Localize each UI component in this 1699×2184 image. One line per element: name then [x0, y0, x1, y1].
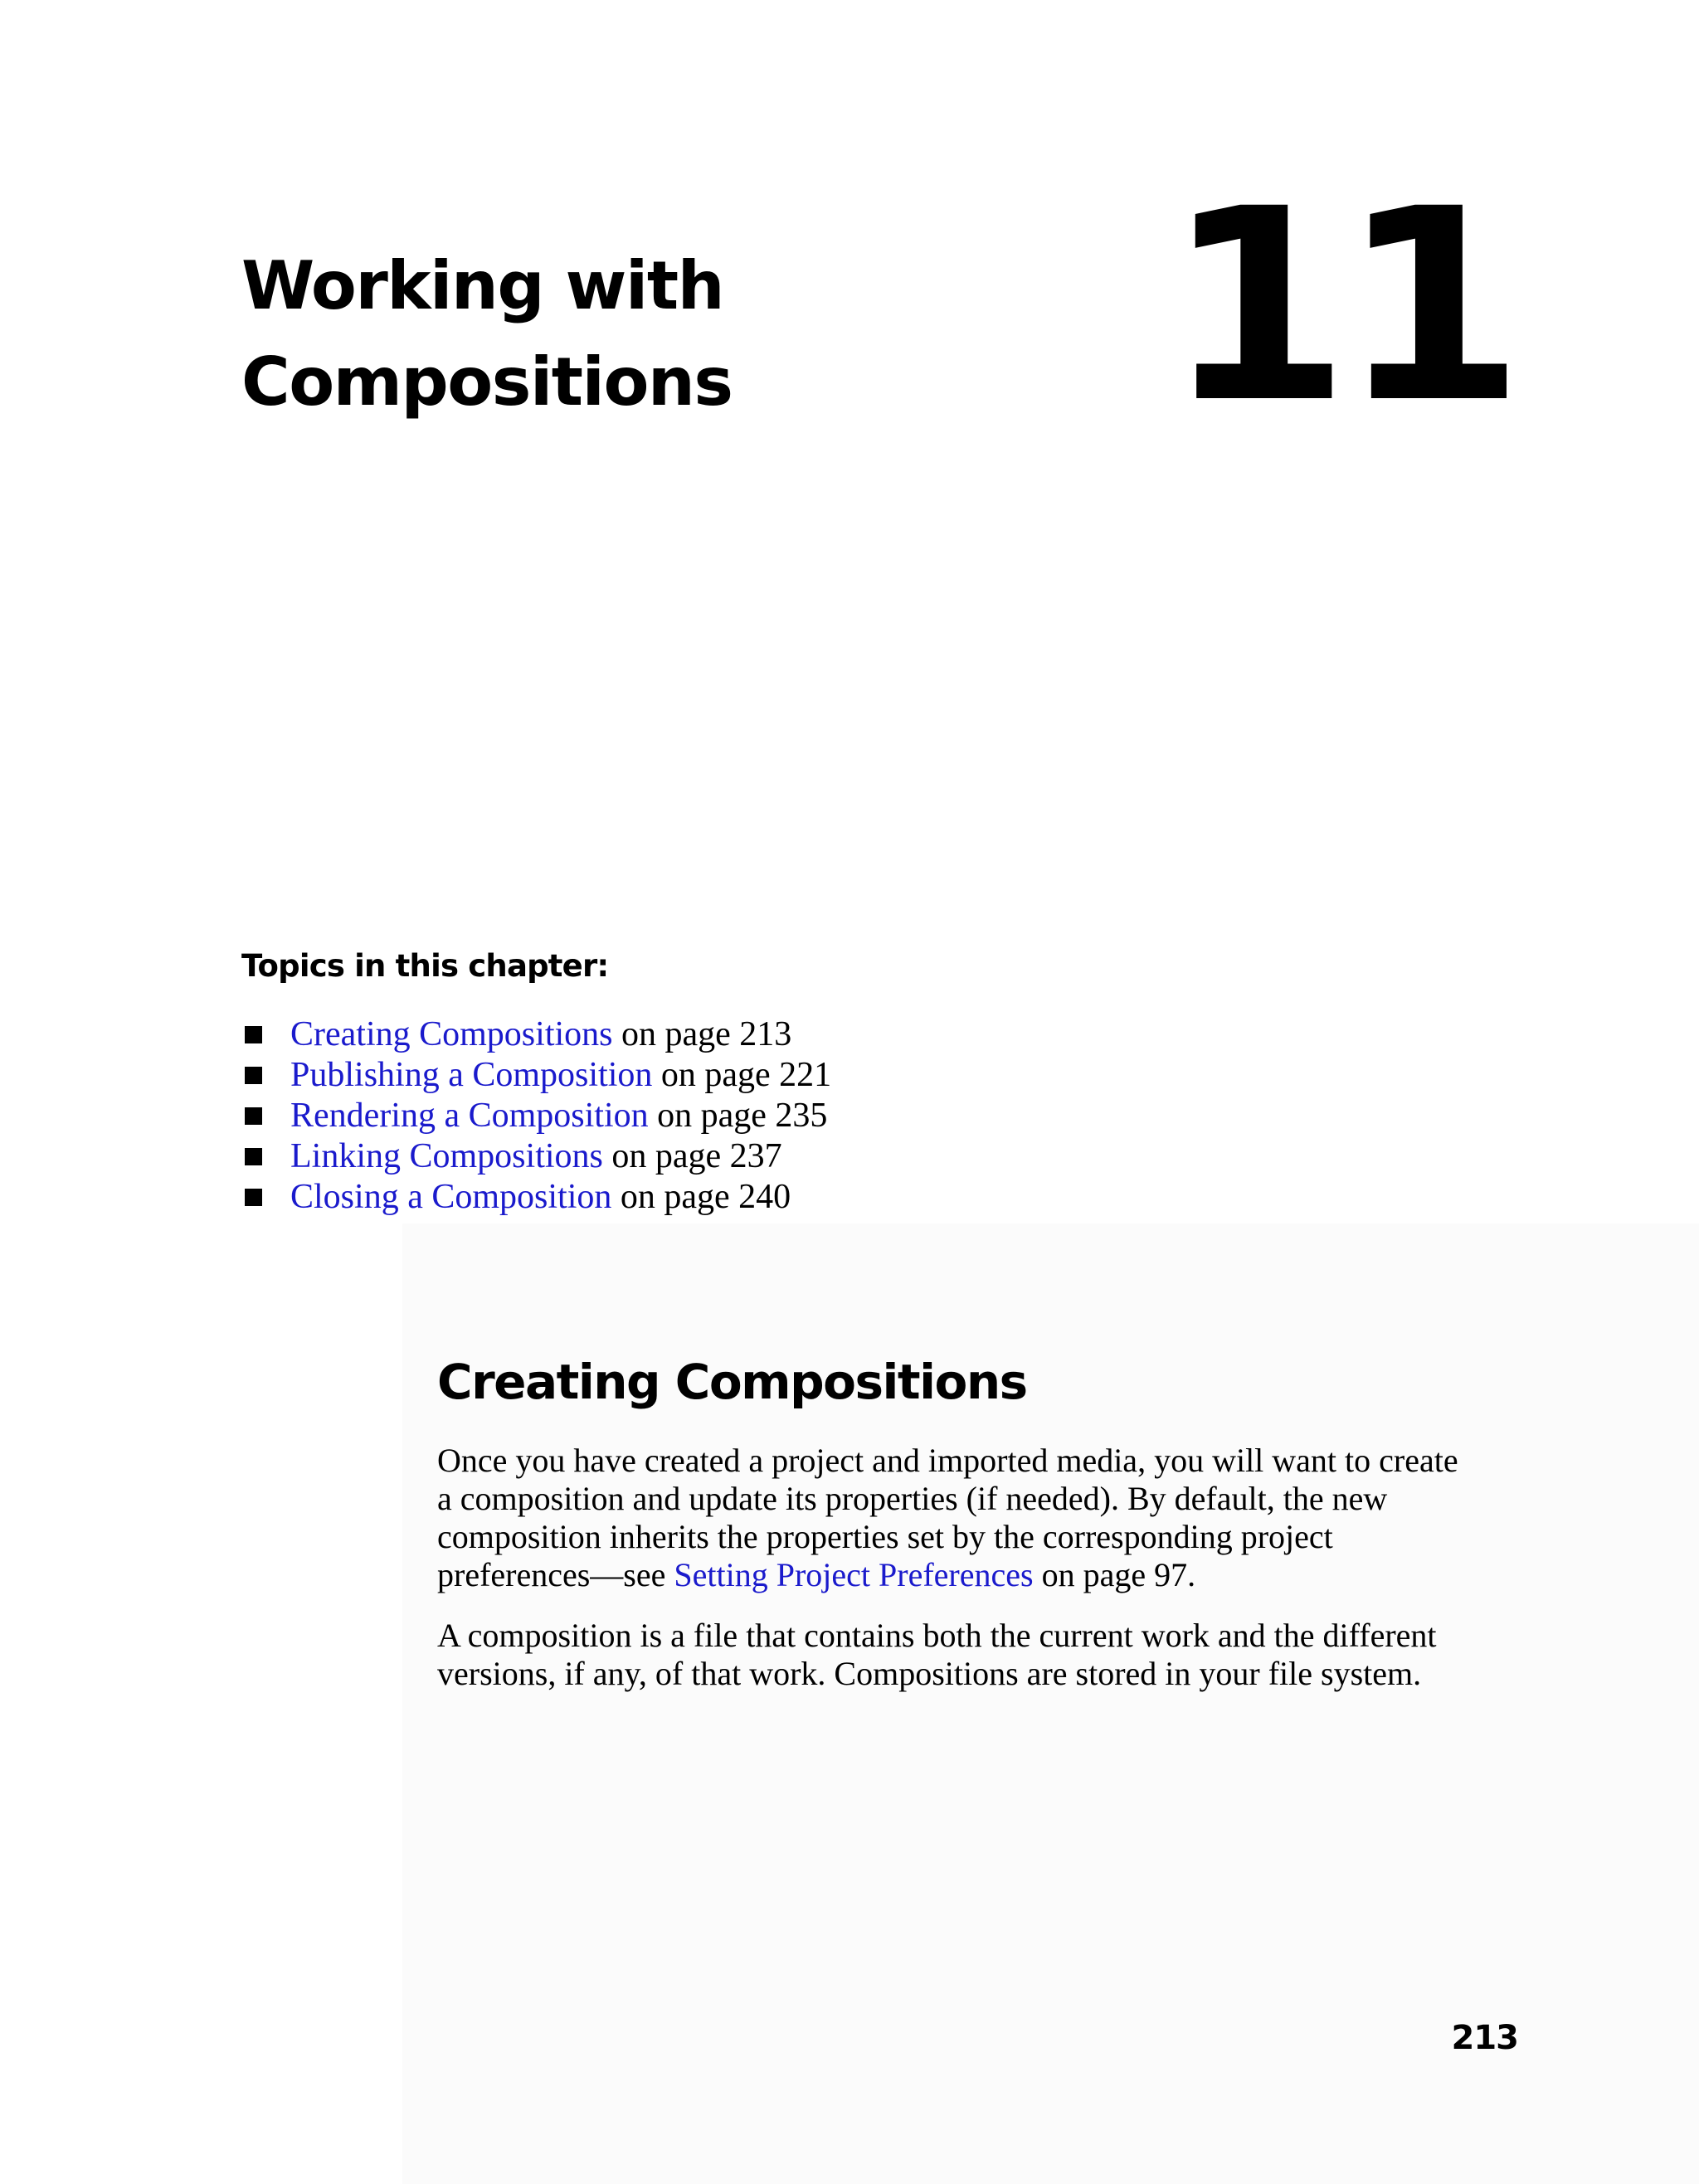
- topic-item-linking-compositions: [241, 1136, 831, 1177]
- section-heading: Creating Compositions: [437, 1354, 1027, 1410]
- page-number: 213: [1451, 2019, 1518, 2057]
- topic-link-linking-compositions[interactable]: Linking Compositions: [290, 1137, 603, 1175]
- paragraph-line-with-link: [437, 1556, 1458, 1594]
- square-bullet-icon: [245, 1107, 262, 1125]
- topic-item-rendering-a-composition: [241, 1096, 831, 1136]
- body-paragraph-2: [437, 1617, 1437, 1693]
- square-bullet-icon: [245, 1189, 262, 1206]
- paragraph-text: preferences—see: [437, 1556, 674, 1593]
- topic-page-reference: on page 213: [612, 1015, 792, 1053]
- topic-page-reference: on page 235: [648, 1097, 828, 1135]
- body-paragraph-1: [437, 1442, 1458, 1594]
- paragraph-line: Once you have created a project and imported media, you will want to create: [437, 1442, 1458, 1479]
- topics-heading: Topics in this chapter:: [241, 948, 609, 984]
- chapter-title: [241, 238, 733, 430]
- topic-page-reference: on page 240: [611, 1178, 791, 1216]
- chapter-title-line-2: Compositions: [241, 343, 733, 421]
- square-bullet-icon: [245, 1067, 262, 1084]
- paragraph-line: A composition is a file that contains both the current work and the different: [437, 1617, 1437, 1654]
- paragraph-page-reference: on page 97.: [1033, 1556, 1196, 1593]
- topic-item-closing-a-composition: [241, 1177, 831, 1218]
- topic-link-closing-a-composition[interactable]: Closing a Composition: [290, 1178, 612, 1216]
- chapter-number: 11: [1165, 153, 1515, 461]
- topic-link-rendering-a-composition[interactable]: Rendering a Composition: [290, 1097, 649, 1135]
- square-bullet-icon: [245, 1026, 262, 1043]
- paragraph-line: versions, if any, of that work. Compositions are stored in your file system.: [437, 1655, 1422, 1692]
- topics-list: [241, 1014, 831, 1218]
- paragraph-line: a composition and update its properties (if needed). By default, the new: [437, 1480, 1388, 1517]
- topic-link-publishing-a-composition[interactable]: Publishing a Composition: [290, 1056, 653, 1094]
- topic-item-publishing-a-composition: [241, 1055, 831, 1096]
- topic-link-creating-compositions[interactable]: Creating Compositions: [290, 1015, 613, 1053]
- topic-page-reference: on page 221: [652, 1056, 832, 1094]
- topic-page-reference: on page 237: [602, 1137, 782, 1175]
- setting-project-preferences-link[interactable]: Setting Project Preferences: [674, 1556, 1034, 1593]
- chapter-title-line-1: Working with: [241, 247, 724, 324]
- paragraph-line: composition inherits the properties set by the corresponding project: [437, 1518, 1333, 1555]
- topic-item-creating-compositions: [241, 1014, 831, 1055]
- square-bullet-icon: [245, 1148, 262, 1165]
